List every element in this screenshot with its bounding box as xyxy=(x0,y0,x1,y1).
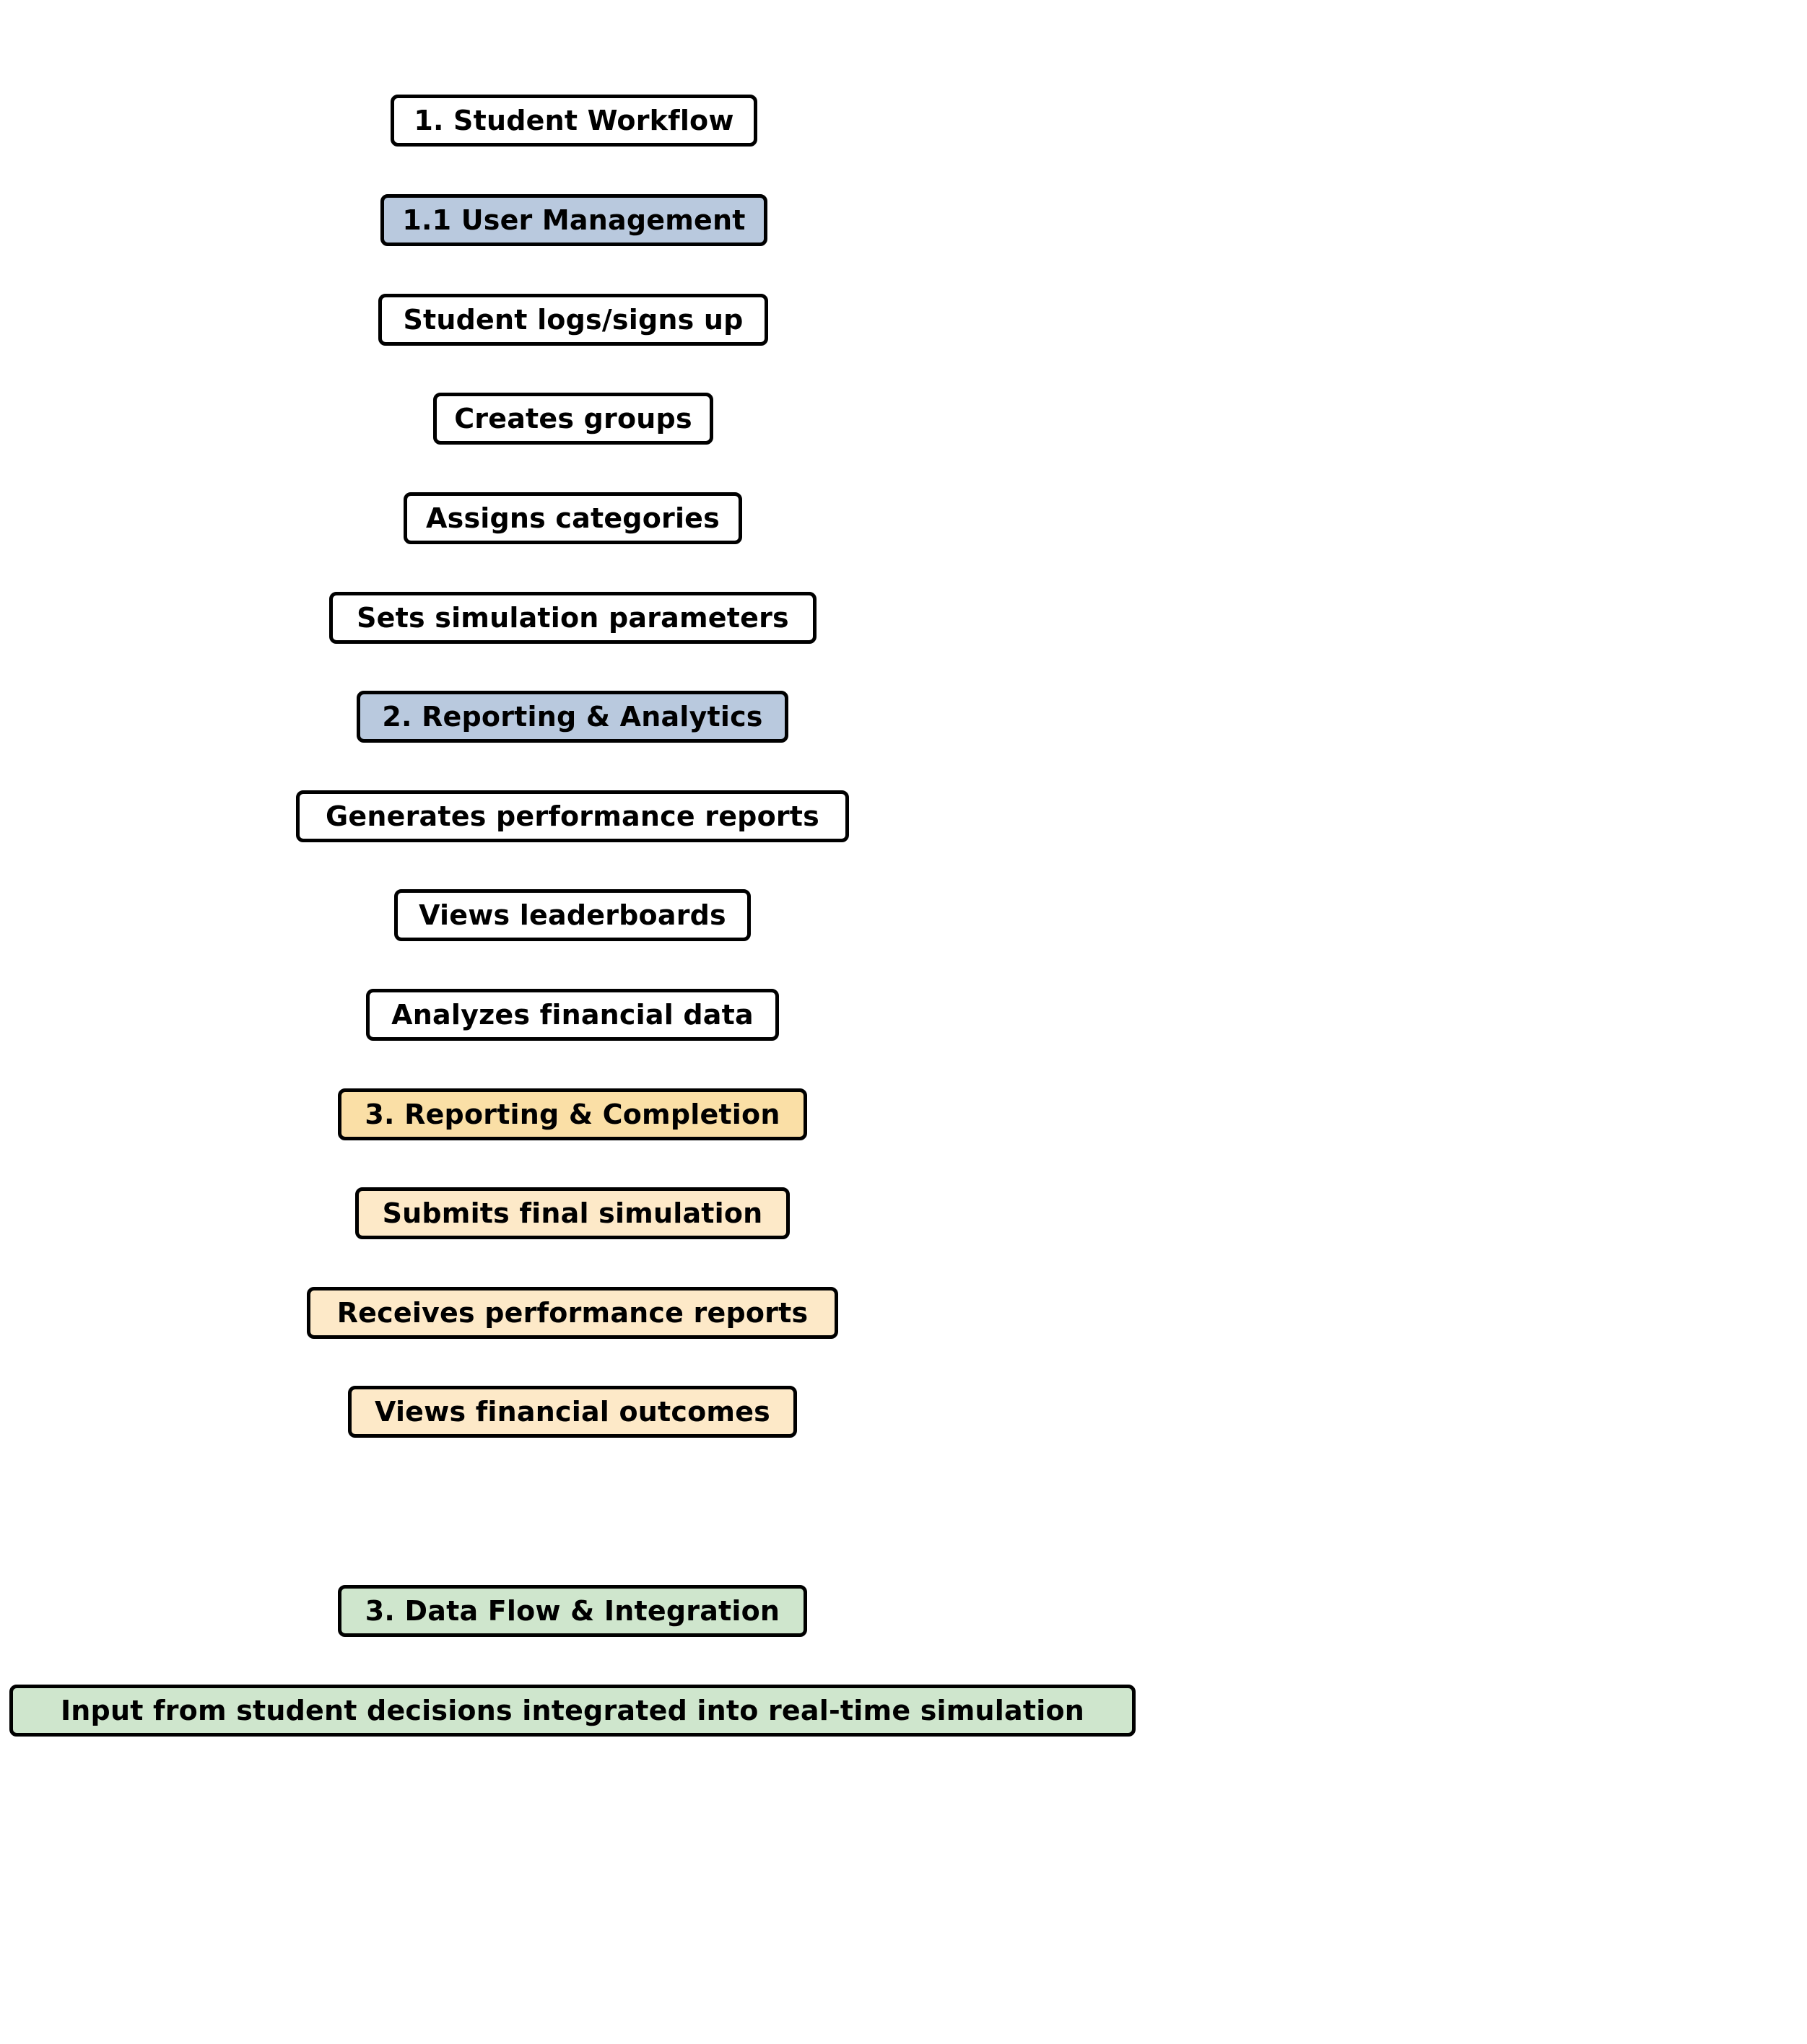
node-label: 1. Student Workflow xyxy=(414,105,734,136)
node-label: Generates performance reports xyxy=(325,800,819,832)
node-data-flow-integration[interactable] xyxy=(338,1585,807,1637)
node-creates-groups[interactable] xyxy=(433,393,713,445)
node-label: 1.1 User Management xyxy=(402,204,746,236)
node-reporting-analytics[interactable] xyxy=(357,691,788,743)
node-receives-performance-reports[interactable] xyxy=(307,1287,838,1339)
node-label: 3. Data Flow & Integration xyxy=(365,1595,780,1627)
node-reporting-completion[interactable] xyxy=(338,1088,807,1140)
node-label: Analyzes financial data xyxy=(391,999,754,1031)
node-submits-final-simulation[interactable] xyxy=(355,1187,790,1239)
node-analyzes-financial-data[interactable] xyxy=(366,989,779,1041)
node-label: Views financial outcomes xyxy=(375,1396,770,1428)
node-label: Submits final simulation xyxy=(382,1197,763,1229)
node-label: Student logs/signs up xyxy=(403,304,744,336)
node-sets-simulation-parameters[interactable] xyxy=(329,592,817,644)
node-label: Views leaderboards xyxy=(419,899,726,931)
node-generates-performance-reports[interactable] xyxy=(296,790,849,842)
node-label: 2. Reporting & Analytics xyxy=(382,701,763,733)
node-label: Input from student decisions integrated into real-time simulation xyxy=(60,1695,1085,1726)
node-label: Receives performance reports xyxy=(336,1297,809,1329)
node-label: Sets simulation parameters xyxy=(357,602,789,634)
node-student-workflow[interactable] xyxy=(391,95,757,147)
node-label: 3. Reporting & Completion xyxy=(365,1099,780,1130)
node-user-management[interactable] xyxy=(380,194,767,246)
node-label: Assigns categories xyxy=(426,502,720,534)
node-views-leaderboards[interactable] xyxy=(394,889,751,941)
node-student-logs-signs-up[interactable] xyxy=(378,294,768,346)
node-views-financial-outcomes[interactable] xyxy=(348,1386,797,1438)
node-assigns-categories[interactable] xyxy=(404,492,742,544)
node-input-student-decisions[interactable] xyxy=(9,1685,1136,1737)
node-label: Creates groups xyxy=(454,403,692,434)
